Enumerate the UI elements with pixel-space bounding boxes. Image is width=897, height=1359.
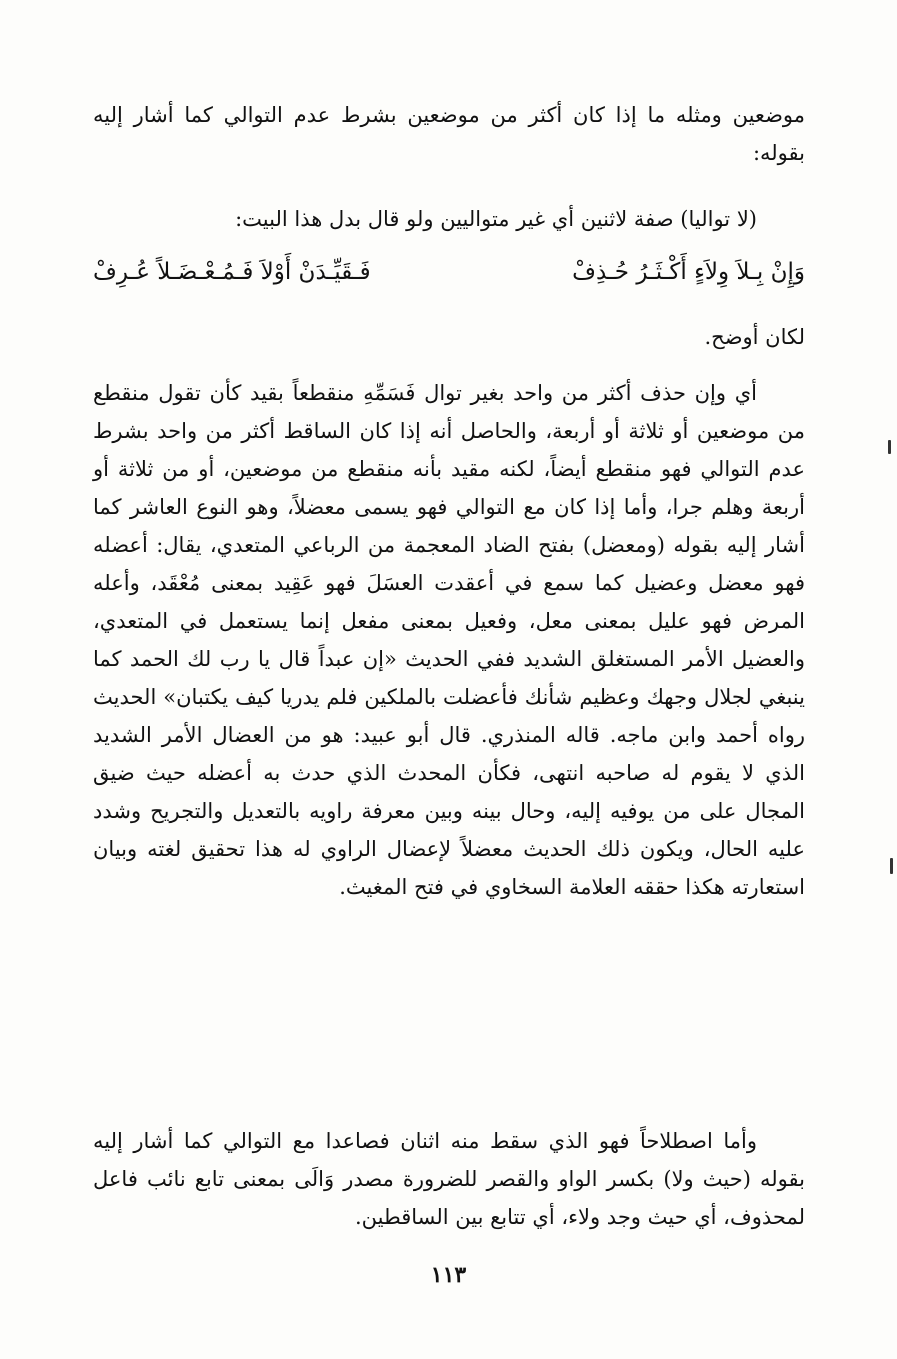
page-number: ١١٣ — [430, 1262, 467, 1288]
margin-mark — [890, 858, 893, 874]
paragraph-commentary: أي وإن حذف أكثر من واحد بغير توال فَسَمِّهِ منقطعاً بقيد كأن تقول منقطع من موضعين أو ثلاثة أو أربعة، والحاصل أنه إذا كان الساقط أكثر من واحد بشرط عدم التوالي فهو منقطع أيضاً، لكنه مقيد بأنه منقطع من موضعين، أو من ثلاثة أو أربعة وهلم جرا، وأما إذا كان مع التوالي فهو يسمى معضلاً، وهو النوع العاشر كما أشار إليه بقوله (ومعضل) بفتح الضاد المعجمة من الرباعي المتعدي، يقال: أعضله فهو معضل وعضيل كما سمع في أعقدت العسَلَ فهو عَقِيد بمعنى مُعْقَد، وأعله المرض فهو عليل بمعنى معل، وفعيل بمعنى مفعل إنما يستعمل في المتعدي، والعضيل الأمر المستغلق الشديد ففي الحديث «إن عبداً قال يا رب لك الحمد كما ينبغي لجلال وجهك وعظيم شأنك فأعضلت بالملكين فلم يدريا كيف يكتبان» الحديث رواه أحمد وابن ماجه. قاله المنذري. قال أبو عبيد: هو من العضال الأمر الشديد الذي لا يقوم له صاحبه انتهى، فكأن المحدث الذي حدث به أعضله حيث ضيق المجال على من يوفيه إليه، وحال بينه وبين معرفة راويه بالتعديل والتجريح وشدد عليه الحال، ويكون ذلك الحديث معضلاً لإعضال الراوي له هذا تحقيق لغته وبيان استعارته هكذا حققه العلامة السخاوي في فتح المغيث. — [93, 381, 805, 899]
paragraph-verse-intro: (لا تواليا) صفة لاثنين أي غير متواليين ولو قال بدل هذا البيت: — [235, 207, 757, 231]
poetry-verse — [93, 252, 805, 292]
verse-second-hemistich: فَـقَيِّـدَنْ أَوْلاَ فَـمُـعْـضَـلاً عُـرِفْ — [93, 259, 371, 285]
paragraph-intro: موضعين ومثله ما إذا كان أكثر من موضعين بشرط عدم التوالي كما أشار إليه بقوله: — [93, 103, 805, 165]
paragraph-terminology: وأما اصطلاحاً فهو الذي سقط منه اثنان فصاعدا مع التوالي كما أشار إليه بقوله (حيث ولا) بكسر الواو والقصر للضرورة مصدر وَالَى بمعنى تابع نائب فاعل لمحذوف، أي حيث وجد ولاء، أي تتابع بين الساقطين. — [93, 1129, 805, 1229]
paragraph-verse-conclusion: لكان أوضح. — [704, 325, 805, 349]
verse-first-hemistich: وَإِنْ بِـلاَ وِلاَءٍ أَكْـثَـرُ حُـذِفْ — [572, 259, 805, 285]
margin-mark — [888, 440, 891, 454]
